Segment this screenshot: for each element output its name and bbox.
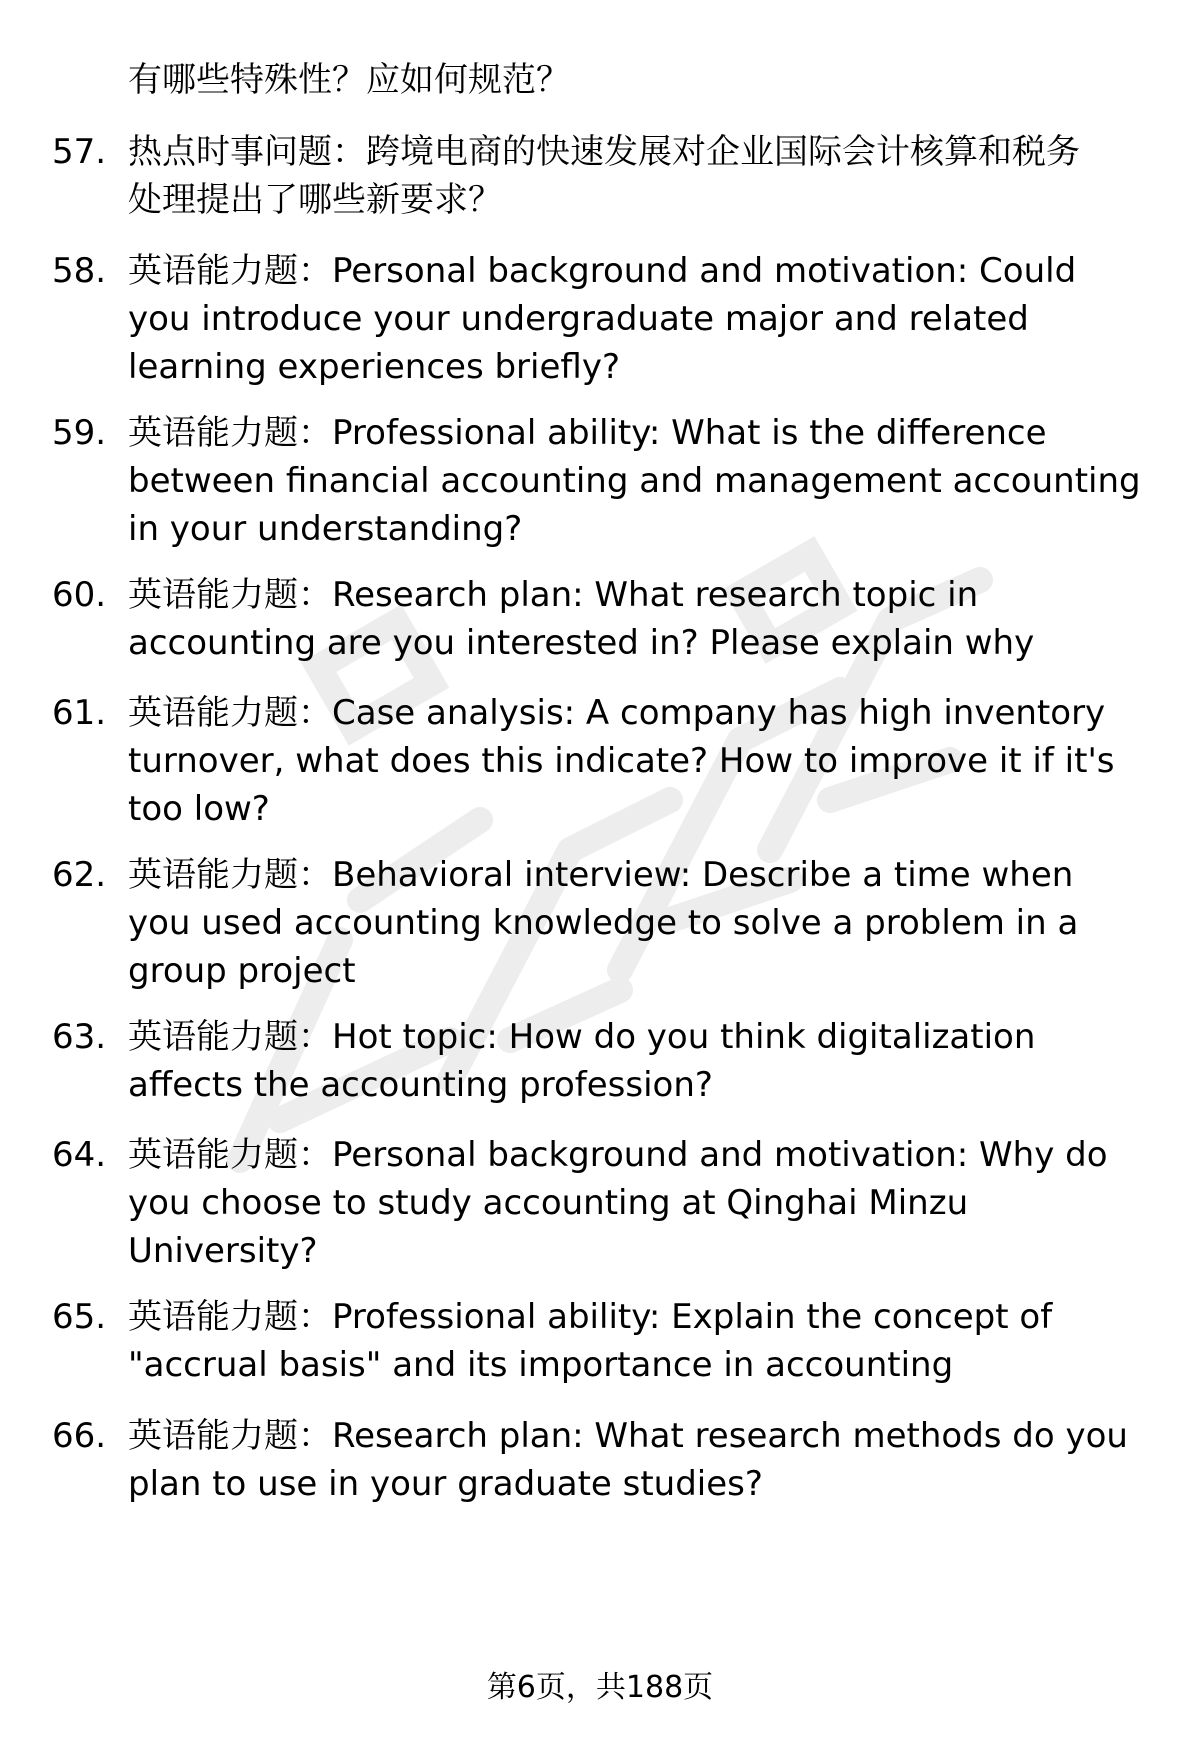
text-line: 英语能力题：Personal background and motivation: Why do [128, 1135, 1108, 1175]
text-line: 英语能力题：Research plan: What research methods do you [128, 1416, 1128, 1456]
text-line: between financial accounting and management accounting [128, 461, 1141, 501]
text-line: affects the accounting profession? [128, 1065, 713, 1105]
text-line: 英语能力题：Behavioral interview: Describe a time when [128, 855, 1074, 895]
item-text [128, 1293, 1168, 1389]
item-text [128, 1131, 1168, 1275]
text-line: in your understanding? [128, 509, 523, 549]
text-line: 英语能力题：Professional ability: Explain the concept of [128, 1297, 1053, 1337]
item-text [128, 1013, 1168, 1109]
text-line: 热点时事问题：跨境电商的快速发展对企业国际会计核算和税务 [128, 132, 1080, 172]
continuation-text [128, 56, 1158, 104]
text-line: 英语能力题：Research plan: What research topic in [128, 575, 979, 615]
item-text [128, 571, 1168, 667]
text-line: University? [128, 1231, 318, 1271]
item-number: 58. [52, 251, 107, 291]
item-number: 65. [52, 1297, 107, 1337]
text-line: you introduce your undergraduate major and related [128, 299, 1029, 339]
item-text [128, 409, 1168, 553]
item-text [128, 689, 1168, 833]
text-line: you choose to study accounting at Qinghai Minzu [128, 1183, 969, 1223]
page-footer: 第6页，共188页 [486, 1670, 714, 1705]
text-line: too low? [128, 789, 270, 829]
text-line: plan to use in your graduate studies? [128, 1464, 763, 1504]
text-line: 英语能力题：Hot topic: How do you think digitalization [128, 1017, 1036, 1057]
item-text [128, 1412, 1168, 1508]
item-number: 62. [52, 855, 107, 895]
item-number: 60. [52, 575, 107, 615]
text-line: "accrual basis" and its importance in accounting [128, 1345, 954, 1385]
text-line: 英语能力题：Case analysis: A company has high inventory [128, 693, 1106, 733]
text-line: 英语能力题：Professional ability: What is the difference [128, 413, 1047, 453]
item-number: 66. [52, 1416, 107, 1456]
text-line: 有哪些特殊性？应如何规范？ [128, 60, 570, 100]
item-number: 61. [52, 693, 107, 733]
text-line: learning experiences briefly? [128, 347, 620, 387]
item-text [128, 851, 1168, 995]
item-number: 57. [52, 132, 107, 172]
item-number: 63. [52, 1017, 107, 1057]
item-text [128, 128, 1168, 224]
item-number: 59. [52, 413, 107, 453]
text-line: accounting are you interested in? Please explain why [128, 623, 1035, 663]
text-line: group project [128, 951, 356, 991]
text-line: 英语能力题：Personal background and motivation: Could [128, 251, 1077, 291]
item-text [128, 247, 1168, 391]
text-line: you used accounting knowledge to solve a problem in a [128, 903, 1079, 943]
text-line: 处理提出了哪些新要求？ [128, 180, 502, 220]
item-number: 64. [52, 1135, 107, 1175]
text-line: turnover, what does this indicate? How to improve it if it's [128, 741, 1115, 781]
